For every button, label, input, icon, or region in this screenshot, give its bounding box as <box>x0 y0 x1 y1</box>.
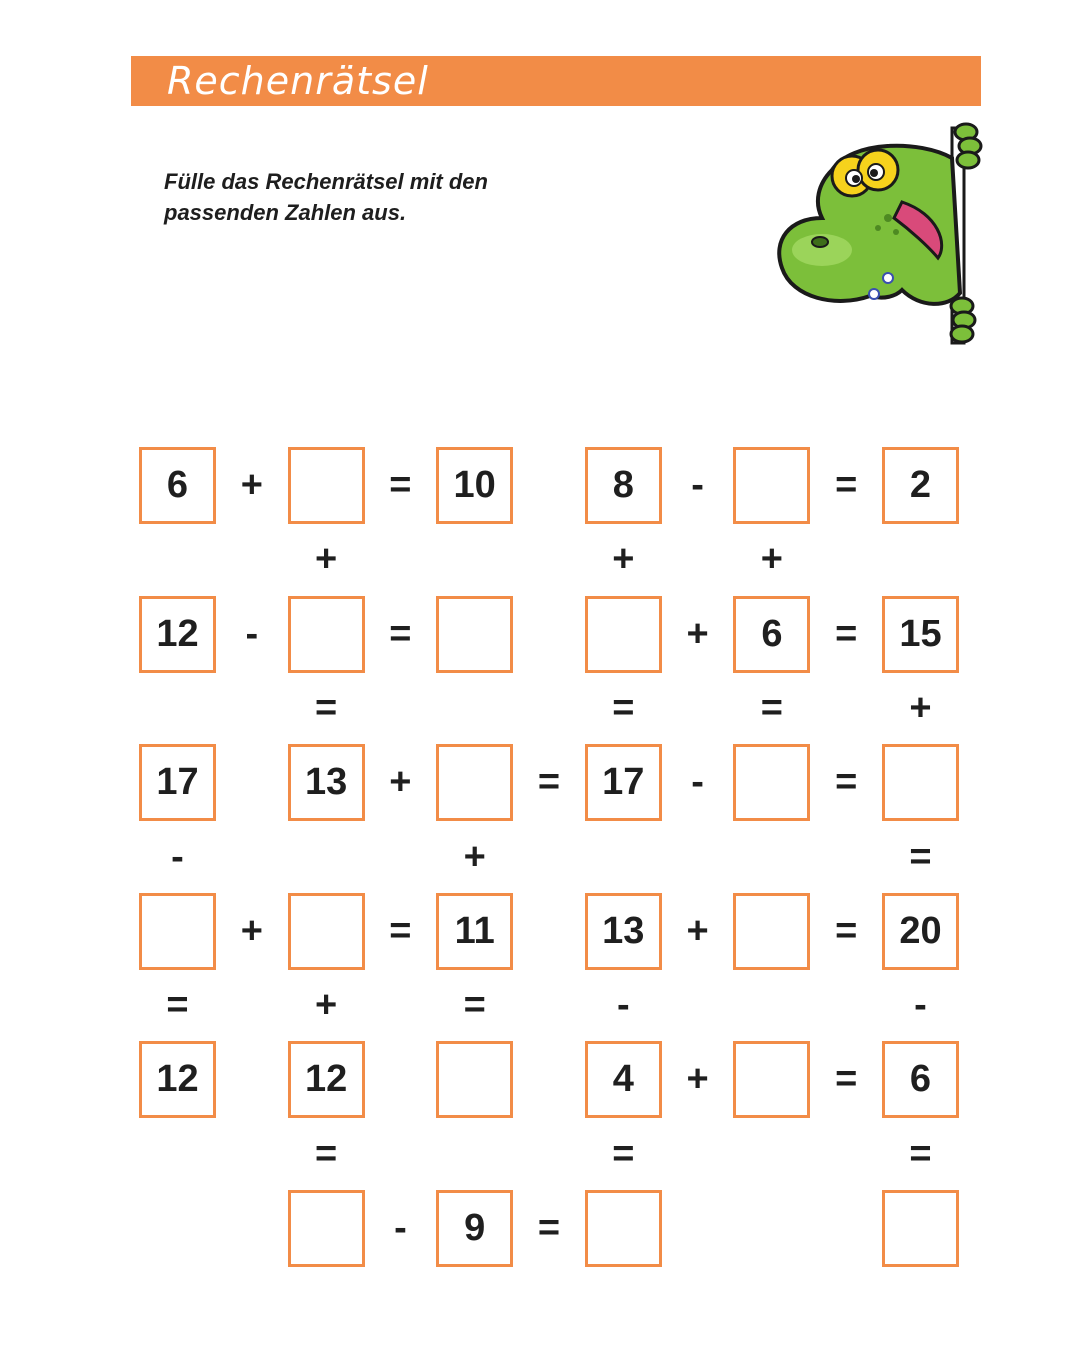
answer-cell[interactable] <box>733 1041 810 1118</box>
operator-cell: = <box>314 686 338 729</box>
number-cell: 13 <box>288 744 365 821</box>
operator-cell: + <box>240 464 263 506</box>
answer-cell[interactable] <box>288 893 365 970</box>
answer-cell[interactable] <box>436 744 513 821</box>
operator-cell: = <box>463 984 486 1027</box>
page-title: Rechenrätsel <box>167 59 429 103</box>
operator-cell: + <box>463 835 486 878</box>
answer-cell[interactable] <box>436 1041 513 1118</box>
operator-cell: + <box>909 686 932 729</box>
number-cell: 17 <box>139 744 216 821</box>
operator-cell: = <box>835 612 858 655</box>
number-cell: 8 <box>585 447 662 524</box>
answer-cell[interactable] <box>882 744 959 821</box>
operator-cell: = <box>835 909 858 952</box>
number-cell: 17 <box>585 744 662 821</box>
answer-cell[interactable] <box>882 1190 959 1267</box>
operator-cell: + <box>760 538 783 581</box>
answer-cell[interactable] <box>733 893 810 970</box>
answer-cell[interactable] <box>288 1190 365 1267</box>
instruction-line: Fülle das Rechenrätsel mit den <box>164 169 488 194</box>
operator-cell: = <box>389 464 412 506</box>
operator-cell: = <box>909 1132 932 1175</box>
number-cell: 12 <box>139 1041 216 1118</box>
number-cell: 12 <box>139 596 216 673</box>
operator-cell: - <box>914 984 927 1027</box>
answer-cell[interactable] <box>139 893 216 970</box>
operator-cell: + <box>612 538 635 581</box>
number-cell: 12 <box>288 1041 365 1118</box>
number-cell: 6 <box>139 447 216 524</box>
operator-cell: + <box>686 1058 709 1101</box>
operator-cell: = <box>612 686 635 729</box>
operator-cell: + <box>389 761 412 804</box>
number-cell: 4 <box>585 1041 662 1118</box>
number-cell: 15 <box>882 596 959 673</box>
operator-cell: = <box>314 1132 338 1175</box>
number-cell: 6 <box>882 1041 959 1118</box>
number-cell: 13 <box>585 893 662 970</box>
number-cell: 9 <box>436 1190 513 1267</box>
operator-cell: = <box>760 686 783 729</box>
operator-cell: = <box>835 464 858 506</box>
number-cell: 6 <box>733 596 810 673</box>
operator-cell: + <box>686 909 709 952</box>
operator-cell: = <box>835 761 858 804</box>
operator-cell: = <box>537 1207 561 1249</box>
operator-cell: = <box>537 761 561 804</box>
operator-cell: + <box>240 909 263 952</box>
answer-cell[interactable] <box>585 1190 662 1267</box>
operator-cell: - <box>245 612 259 655</box>
operator-cell: + <box>314 984 338 1027</box>
answer-cell[interactable] <box>288 447 365 524</box>
answer-cell[interactable] <box>585 596 662 673</box>
number-cell: 20 <box>882 893 959 970</box>
operator-cell: = <box>612 1132 635 1175</box>
answer-cell[interactable] <box>733 744 810 821</box>
operator-cell: - <box>394 1207 407 1249</box>
number-cell: 2 <box>882 447 959 524</box>
operator-cell: = <box>389 909 412 952</box>
operator-cell: + <box>686 612 709 655</box>
answer-cell[interactable] <box>733 447 810 524</box>
answer-cell[interactable] <box>436 596 513 673</box>
instruction-line: passenden Zahlen aus. <box>164 200 407 225</box>
answer-cell[interactable] <box>288 596 365 673</box>
operator-cell: + <box>314 538 338 581</box>
operator-cell: = <box>835 1058 858 1101</box>
operator-cell: = <box>389 612 412 655</box>
operator-cell: = <box>166 984 189 1027</box>
operator-cell: - <box>616 984 630 1027</box>
number-cell: 11 <box>436 893 513 970</box>
operator-cell: - <box>691 464 704 506</box>
number-cell: 10 <box>436 447 513 524</box>
operator-cell: - <box>171 835 184 878</box>
operator-cell: - <box>691 761 704 804</box>
operator-cell: = <box>909 835 932 878</box>
